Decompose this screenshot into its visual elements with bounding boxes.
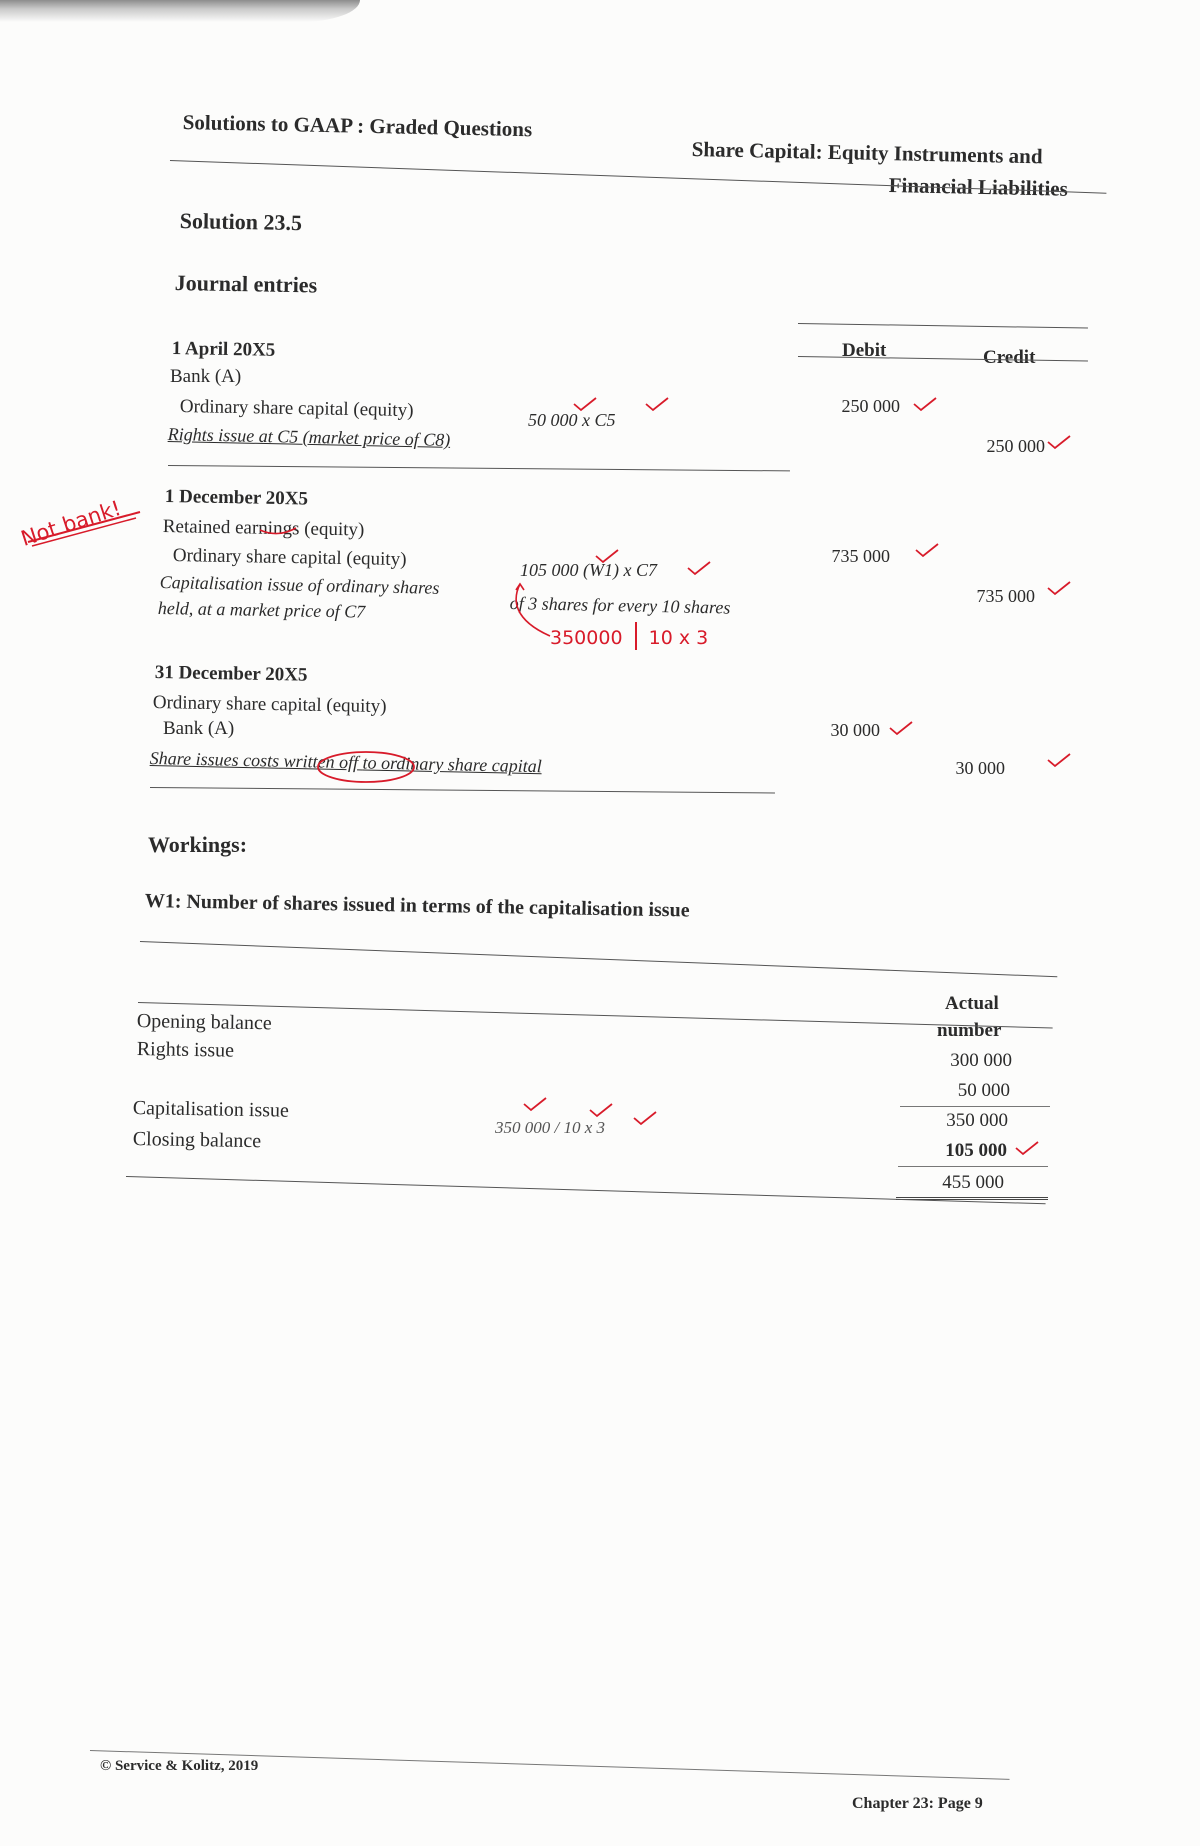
solution-title: Solution 23.5 <box>179 208 303 236</box>
entry-1-calc: 50 000 x C5 <box>528 410 616 430</box>
w1-row-opening-value: 300 000 <box>950 1050 1012 1071</box>
w1-row-subtotal-value: 350 000 <box>946 1110 1008 1131</box>
check-icon <box>912 396 938 412</box>
entry-2-credit-account: Ordinary share capital (equity) <box>172 545 407 571</box>
entry-2-debit-amount: 735 000 <box>831 546 890 566</box>
check-icon <box>1046 580 1072 596</box>
w1-header-rule <box>138 1002 1053 1029</box>
footer-copyright: © Service & Kolitz, 2019 <box>100 1758 259 1774</box>
entry-1-credit-amount: 250 000 <box>986 436 1045 456</box>
margin-note-not-bank: Not bank! <box>18 495 124 551</box>
header-left-title: Solutions to GAAP : Graded Questions <box>182 110 533 142</box>
calc-note-b: 10 x 3 <box>648 627 709 649</box>
footer-page: Chapter 23: Page 9 <box>852 1795 983 1812</box>
entry-2-credit-amount: 735 000 <box>976 586 1035 606</box>
entry-3-narration-a: Share issues costs <box>149 748 280 771</box>
entry-3-credit-account: Bank (A) <box>163 718 235 739</box>
entry-1-rule <box>168 465 790 471</box>
calc-note-arrow <box>508 580 556 640</box>
calc-note-divider <box>635 622 637 650</box>
w1-column-header-line1: Actual <box>945 993 999 1014</box>
check-icon <box>594 548 620 564</box>
entry-2-date: 1 December 20X5 <box>164 486 309 510</box>
check-icon <box>572 396 598 412</box>
entry-2-narration-line2: held, at a market price of C7 <box>157 598 366 622</box>
entry-2-debit-account: Retained earnings (equity) <box>162 516 365 541</box>
entry-1-narration: Rights issue at C5 (market price of C8) <box>167 424 451 450</box>
w1-top-rule <box>140 941 1057 977</box>
w1-row-capitalisation-value: 105 000 <box>945 1140 1007 1161</box>
check-icon <box>686 560 712 576</box>
w1-column-header-line2: number <box>937 1020 1002 1041</box>
check-icon <box>588 1102 614 1118</box>
check-icon <box>1046 752 1072 768</box>
entry-3-credit-amount: 30 000 <box>955 758 1005 778</box>
calc-note <box>550 622 708 650</box>
journal-heading: Journal entries <box>174 270 318 298</box>
w1-row-closing-value: 455 000 <box>942 1172 1004 1193</box>
w1-title: W1: Number of shares issued in terms of the capitalisation issue <box>144 890 690 922</box>
check-icon <box>888 720 914 736</box>
entry-3-date: 31 December 20X5 <box>154 662 308 686</box>
entry-3-debit-account: Ordinary share capital (equity) <box>152 692 387 718</box>
entry-2-calc: 105 000 (W1) x C7 <box>520 560 657 580</box>
written-off-circle <box>314 748 418 786</box>
entry-1-debit-amount: 250 000 <box>841 396 900 416</box>
entry-1-debit-account: Bank (A) <box>170 366 242 387</box>
retained-earnings-underline <box>258 520 298 538</box>
w1-row-closing-label: Closing balance <box>132 1128 262 1153</box>
check-icon <box>522 1096 548 1112</box>
calc-note-a: 350000 <box>550 627 623 649</box>
workings-heading: Workings: <box>148 832 248 857</box>
w1-row-rights-label: Rights issue <box>136 1038 235 1062</box>
header-right-title-line2: Financial Liabilities <box>888 173 1069 201</box>
entry-3-narration-b: written off <box>283 750 359 773</box>
check-icon <box>632 1110 658 1126</box>
entry-3-debit-amount: 30 000 <box>830 720 880 740</box>
scan-shadow <box>0 0 360 22</box>
w1-row-rights-value: 50 000 <box>957 1080 1010 1101</box>
w1-total-rule <box>898 1166 1048 1167</box>
w1-row-capitalisation-label: Capitalisation issue <box>132 1097 290 1122</box>
entry-1-date: 1 April 20X5 <box>171 338 276 361</box>
credit-header: Credit <box>983 347 1036 368</box>
entry-2-narration-line1-b: of 3 shares for every 10 shares <box>509 593 731 618</box>
entry-2-narration-line1-a: Capitalisation issue of ordinary shares <box>159 572 440 598</box>
check-icon <box>914 542 940 558</box>
w1-row-capitalisation-calc: 350 000 / 10 x 3 <box>495 1118 606 1137</box>
margin-note-underline <box>24 508 144 548</box>
debit-header: Debit <box>842 340 887 361</box>
check-icon <box>1046 434 1072 450</box>
entry-3-rule <box>150 787 775 793</box>
entry-1-credit-account: Ordinary share capital (equity) <box>179 396 414 422</box>
entry-3-narration-c: to ordinary share capital <box>362 752 542 777</box>
columns-top-rule <box>798 323 1088 329</box>
check-icon <box>1014 1140 1040 1156</box>
check-icon <box>644 396 670 412</box>
w1-subtotal-rule <box>900 1106 1050 1107</box>
w1-row-opening-label: Opening balance <box>136 1010 272 1035</box>
header-right-title-line1: Share Capital: Equity Instruments and <box>691 137 1043 169</box>
w1-bottom-rule <box>126 1176 1046 1204</box>
